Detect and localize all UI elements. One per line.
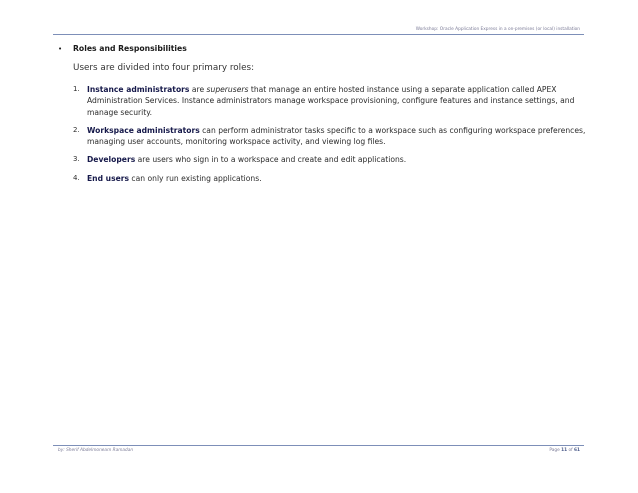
role-emphasis: superusers bbox=[206, 85, 249, 94]
role-term: Instance administrators bbox=[87, 85, 190, 94]
header-rule bbox=[53, 34, 584, 35]
role-text: are bbox=[189, 85, 207, 94]
roles-list bbox=[73, 84, 593, 191]
list-item bbox=[73, 84, 593, 118]
role-term: Workspace administrators bbox=[87, 125, 200, 135]
list-number: 3. bbox=[73, 155, 80, 164]
role-text: are users who sign in to a workspace and create and edit applications. bbox=[135, 155, 407, 165]
list-number: 1. bbox=[73, 85, 80, 93]
list-number: 4. bbox=[73, 173, 80, 182]
role-text: that manage an entire hosted instance using a separate application called APEX Administration Services. Instance administrators manage workspace provisioning, configure features and instance settings, and manage security. bbox=[87, 85, 575, 117]
list-item bbox=[73, 173, 593, 184]
bullet-icon: • bbox=[58, 45, 63, 53]
role-text: can perform administrator tasks specific to a workspace such as configuring workspace preferences, managing user accounts, monitoring workspace activity, and viewing log files. bbox=[87, 125, 586, 147]
current-page: 11 bbox=[561, 448, 568, 453]
intro-text: Users are divided into four primary roles: bbox=[73, 63, 255, 73]
role-term: End users bbox=[87, 173, 130, 183]
footer-rule bbox=[53, 445, 584, 446]
role-text: can only run existing applications. bbox=[129, 173, 262, 183]
footer-author: by: Sherif Abdelmoneam Ramadan bbox=[58, 448, 134, 453]
page-number: Page 11 of 61 bbox=[549, 448, 580, 453]
section-heading bbox=[58, 44, 580, 54]
running-header: Workshop: Oracle Application Express in a on-premises (or local) installation bbox=[415, 27, 580, 32]
section-title: Roles and Responsibilities bbox=[73, 44, 187, 53]
list-item bbox=[73, 154, 593, 165]
list-item bbox=[73, 125, 593, 148]
total-pages: 61 bbox=[574, 448, 580, 453]
role-term: Developers bbox=[87, 155, 136, 165]
list-number: 2. bbox=[73, 125, 80, 134]
